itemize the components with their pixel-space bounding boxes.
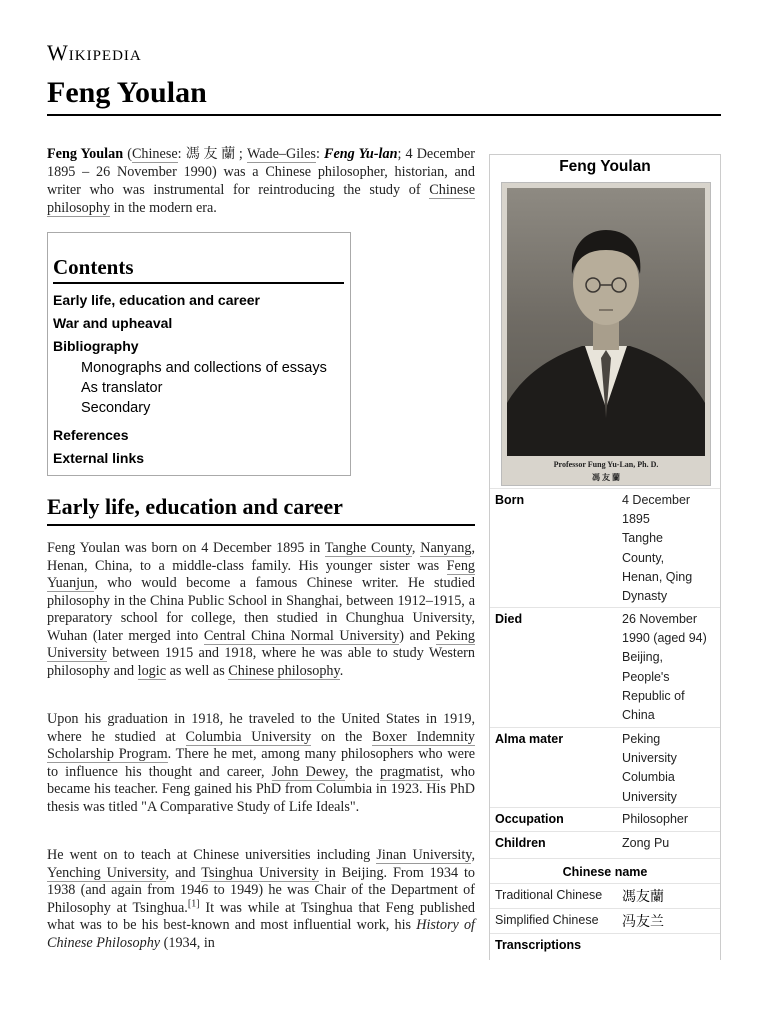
link-nanyang[interactable]: Nanyang [420, 540, 472, 556]
toc-item-references[interactable]: References [53, 427, 129, 443]
toc-title: Contents [53, 255, 344, 284]
link-ccnu[interactable]: Central China Normal University [203, 627, 400, 644]
infobox [489, 154, 721, 960]
toc-item-bibliography[interactable]: Bibliography [53, 338, 139, 354]
born-label: Born [495, 493, 525, 507]
link-feng-yuanjun[interactable]: Feng Yuanjun [47, 557, 475, 591]
traditional-value: 馮友蘭 [622, 888, 664, 904]
infobox-row-died [490, 607, 720, 727]
infobox-title: Feng Youlan [559, 158, 651, 175]
infobox-row-traditional [490, 883, 720, 908]
toc-item-war[interactable]: War and upheaval [53, 315, 173, 331]
transcriptions-label: Transcriptions [495, 938, 582, 952]
table-of-contents [47, 232, 351, 476]
chinese-name: 馮友蘭 [185, 146, 239, 162]
infobox-row-born [490, 488, 720, 606]
link-tanghe[interactable]: Tanghe County [324, 540, 412, 556]
portrait-figure-icon [507, 188, 705, 456]
subject-name: Feng Youlan [47, 146, 124, 162]
born-value: 4 December 1895 Tanghe County, Henan, Qing Dynasty [622, 493, 693, 604]
portrait-caption-chinese: 馮 友 蘭 [592, 473, 620, 482]
simplified-value: 冯友兰 [622, 913, 664, 929]
infobox-row-transcriptions [490, 933, 720, 961]
toc-item-early-life[interactable]: Early life, education and career [53, 292, 260, 308]
link-chinese-philosophy[interactable]: Chinese philosophy [47, 182, 475, 216]
infobox-row-simplified [490, 908, 720, 933]
chinese-name-header: Chinese name [490, 858, 720, 884]
link-pragmatist[interactable]: pragmatist [380, 763, 440, 780]
toc-item-external-links[interactable]: External links [53, 450, 145, 466]
died-label: Died [495, 612, 523, 626]
traditional-label[interactable]: Traditional Chinese [495, 888, 603, 902]
alma-mater-value: Peking University Columbia University [622, 730, 720, 807]
link-john-dewey[interactable]: John Dewey [271, 763, 345, 780]
link-boxer-indemnity[interactable]: Boxer Indemnity Scholarship Program [47, 728, 475, 762]
link-columbia[interactable]: Columbia University [185, 728, 312, 745]
wikipedia-wordmark[interactable]: Wikipedia [47, 40, 142, 65]
infobox-row-alma-mater [490, 727, 720, 807]
occupation-label: Occupation [495, 812, 564, 826]
children-label: Children [495, 836, 546, 850]
link-chinese[interactable]: Chinese [131, 146, 178, 162]
link-chinese-philosophy-2[interactable]: Chinese philosophy [228, 662, 340, 679]
portrait-photo[interactable] [501, 182, 711, 486]
died-value: 26 November 1990 (aged 94) Beijing, People's Republic of China [622, 612, 707, 723]
portrait-caption: Professor Fung Yu-Lan, Ph. D. [553, 460, 659, 469]
link-peking-university-ib[interactable]: Peking [622, 732, 661, 746]
paragraph-teaching: He went on to teach at Chinese universities including Jinan University, Yenching University, and Tsinghua University in Beijing. From 1934 to 1938 (and again from 1946 to 1949) he was Chair of the Department of Philosophy at Tsinghua.[1] It was while at Tsinghua that Feng published what was to be his best-known and most influential work, his History of Chinese Philosophy (1934, in [47, 847, 476, 951]
link-wade-giles[interactable]: Wade–Giles [246, 146, 316, 162]
lead-paragraph: Feng Youlan (Chinese: 馮友蘭; Wade–Giles: Feng Yu-lan; 4 December 1895 – 26 November 1990) was a Chinese philosopher, historian, and writer who was instrumental for reintroducing the study of Chinese philosophy in the modern era. [47, 146, 475, 216]
occupation-value: Philosopher [622, 812, 689, 826]
book-title: History of Chinese Philosophy [47, 917, 475, 951]
link-logic[interactable]: logic [137, 662, 167, 679]
link-peking-university[interactable]: Peking University [47, 627, 475, 661]
link-tsinghua[interactable]: Tsinghua University [201, 864, 319, 881]
wade-giles-name: Feng Yu-lan [323, 146, 398, 162]
infobox-row-children [490, 831, 720, 856]
portrait-image [507, 188, 705, 456]
page-title: Feng Youlan [47, 76, 721, 116]
toc-subitem-monographs[interactable]: Monographs and collections of essays [81, 360, 327, 376]
section-heading: Early life, education and career [47, 494, 475, 526]
children-value[interactable]: Zong Pu [622, 836, 670, 850]
link-yenching[interactable]: Yenching University [47, 864, 166, 881]
alma-mater-label: Alma mater [495, 732, 564, 746]
paragraph-graduation: Upon his graduation in 1918, he traveled to the United States in 1919, where he studied at Columbia University on the Boxer Indemnity Scholarship Program. There he met, among many philosophers who were to influence his thought and career, John Dewey, the pragmatist, who became his teacher. Feng gained his PhD from Columbia in 1923. His PhD thesis was titled "A Comparative Study of Life Ideals". [47, 711, 476, 815]
link-jinan[interactable]: Jinan University [376, 847, 472, 863]
toc-subitem-translator[interactable]: As translator [81, 380, 163, 396]
simplified-label[interactable]: Simplified Chinese [495, 913, 599, 927]
paragraph-early-life: Feng Youlan was born on 4 December 1895 in Tanghe County, Nanyang, Henan, China, to a middle-class family. His younger sister was Feng Yuanjun, who would become a famous Chinese writer. He studied philosophy in the China Public School in Shanghai, between 1912–1915, a preparatory school for college, then studied in Chunghua University, Wuhan (later merged into Central China Normal University) and Peking University between 1915 and 1918, where he was able to study Western philosophy and logic as well as Chinese philosophy. [47, 540, 475, 679]
infobox-row-occupation [490, 807, 720, 832]
reference-marker[interactable]: [1] [187, 897, 200, 909]
toc-subitem-secondary[interactable]: Secondary [81, 400, 151, 416]
